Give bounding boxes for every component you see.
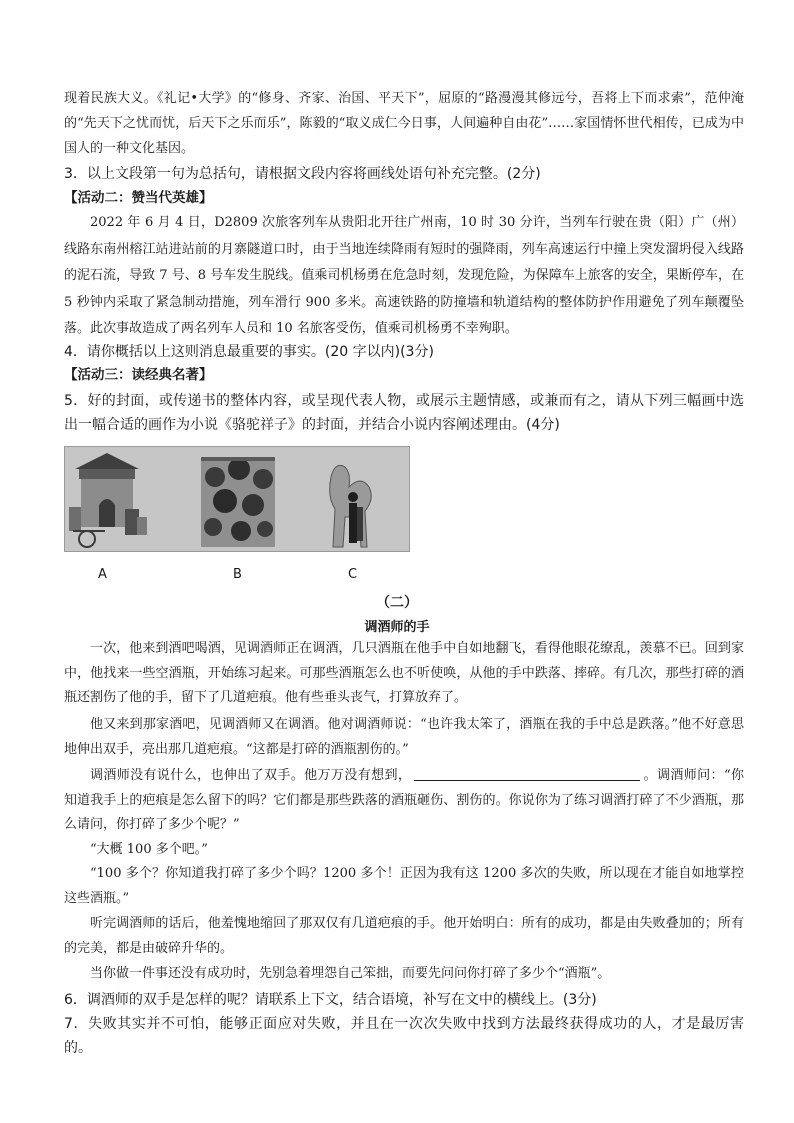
cover-options-drawing xyxy=(65,447,409,551)
activity-3-heading: 【活动三：读经典名著】 xyxy=(64,367,213,383)
question-3: 3．以上文段第一句为总括句，请根据文段内容将画线处语句补充完整。(2分) xyxy=(64,166,541,182)
story-paragraph-5: “100 多个？你知道我打碎了多少个吗？1200 多个！正因为我有这 1200 多次的失败，所以现在才能自如地掌控这些酒瓶。” xyxy=(64,866,744,906)
story-paragraph-6: 听完调酒师的话后，他羞愧地缩回了那双仅有几道疤痕的手。他开始明白：所有的成功，都是由失败叠加的；所有的完美，都是由破碎升华的。 xyxy=(64,916,744,956)
story-paragraph-2: 他又来到那家酒吧，见调酒师又在调酒。他对调酒师说：“也许我太笨了，酒瓶在我的手中总是跌落。”他不好意思地伸出双手，亮出那几道疤痕。“这都是打碎的酒瓶割伤的。” xyxy=(64,717,744,757)
story-paragraph-3 xyxy=(64,764,744,838)
option-b-sunflowers-drawing xyxy=(201,457,275,547)
option-b-label: B xyxy=(233,567,242,582)
news-paragraph: 2022 年 6 月 4 日，D2809 次旅客列车从贵阳北开往广州南，10 时 30 分许，当列车行驶在贵（阳）广（州）线路东南州榕江站进站前的月寨隧道口时，由于当地连续降雨有短时的强降雨，列车高速运行中撞上突发溜坍侵入线路的泥石流，导致 7 号、8 号车发生脱线。值乘司机杨勇在危急时刻，发现危险，为保障车上旅客的安全，果断停车，在 5 秒钟内采取了紧急制动措施，列车滑行 900 多米。高速铁路的防撞墙和轨道结构的整体防护作用避免了列车颠覆坠落。此次事故造成了两名列车人员和 10 名旅客受伤，值乘司机杨勇不幸殉职。 xyxy=(64,215,744,336)
story-paragraph-3-end: 。调酒师问：“你知道我手上的疤痕是怎么留下的吗？它们都是那些跌落的酒瓶砸伤、割伤的。你说你为了练习调酒打碎了不少酒瓶，那么请问，你打碎了多少个呢？” xyxy=(64,768,744,832)
story-paragraph-3-start: 调酒师没有说什么，也伸出了双手。他万万没有想到， xyxy=(90,768,412,783)
question-7: 7．失败其实并不可怕，能够正面应对失败，并且在一次次失败中找到方法最终获得成功的人，才是最厉害的。 xyxy=(64,1016,744,1056)
cover-options-image xyxy=(64,446,410,552)
intro-paragraph: 现着民族大义。《礼记•大学》的“修身、齐家、治国、平天下”，屈原的“路漫漫其修远兮，吾将上下而求索”，范仲淹的“先天下之忧而忧，后天下之乐而乐”，陈毅的“取义成仁今日事，人间遍种自由花”……家国情怀世代相传，已成为中国人的一种文化基因。 xyxy=(64,91,744,156)
story-paragraph-4: “大概 100 多个吧。” xyxy=(90,842,208,857)
story-title: 调酒师的手 xyxy=(364,620,430,635)
answer-blank-line[interactable] xyxy=(414,766,640,781)
question-4: 4．请你概括以上这则消息最重要的事实。(20 字以内)(3分) xyxy=(64,344,434,360)
story-paragraph-1: 一次，他来到酒吧喝酒，见调酒师正在调酒，几只酒瓶在他手中自如地翻飞，看得他眼花缭乱，羡慕不已。回到家中，他找来一些空酒瓶，开始练习起来。可那些酒瓶怎么也不听使唤，从他的手中跌落、摔碎。有几次，那些打碎的酒瓶还割伤了他的手，留下了几道疤痕。他有些垂头丧气，打算放弃了。 xyxy=(64,641,744,705)
question-5: 5．好的封面，或传递书的整体内容，或呈现代表人物，或展示主题情感，或兼而有之，请从下列三幅画中选出一幅合适的画作为小说《骆驼祥子》的封面，并结合小说内容阐述理由。(4分) xyxy=(64,393,744,433)
section-label: （二） xyxy=(376,595,418,611)
option-a-label: A xyxy=(98,567,107,582)
question-6: 6．调酒师的双手是怎样的呢？请联系上下文，结合语境，补写在文中的横线上。(3分) xyxy=(64,992,597,1008)
story-paragraph-7: 当你做一件事还没有成功时，先别急着埋怨自己笨拙，而要先问问你打碎了多少个“酒瓶”。 xyxy=(90,966,611,981)
option-c-label: C xyxy=(348,567,358,582)
activity-2-heading: 【活动二：赞当代英雄】 xyxy=(64,190,213,206)
